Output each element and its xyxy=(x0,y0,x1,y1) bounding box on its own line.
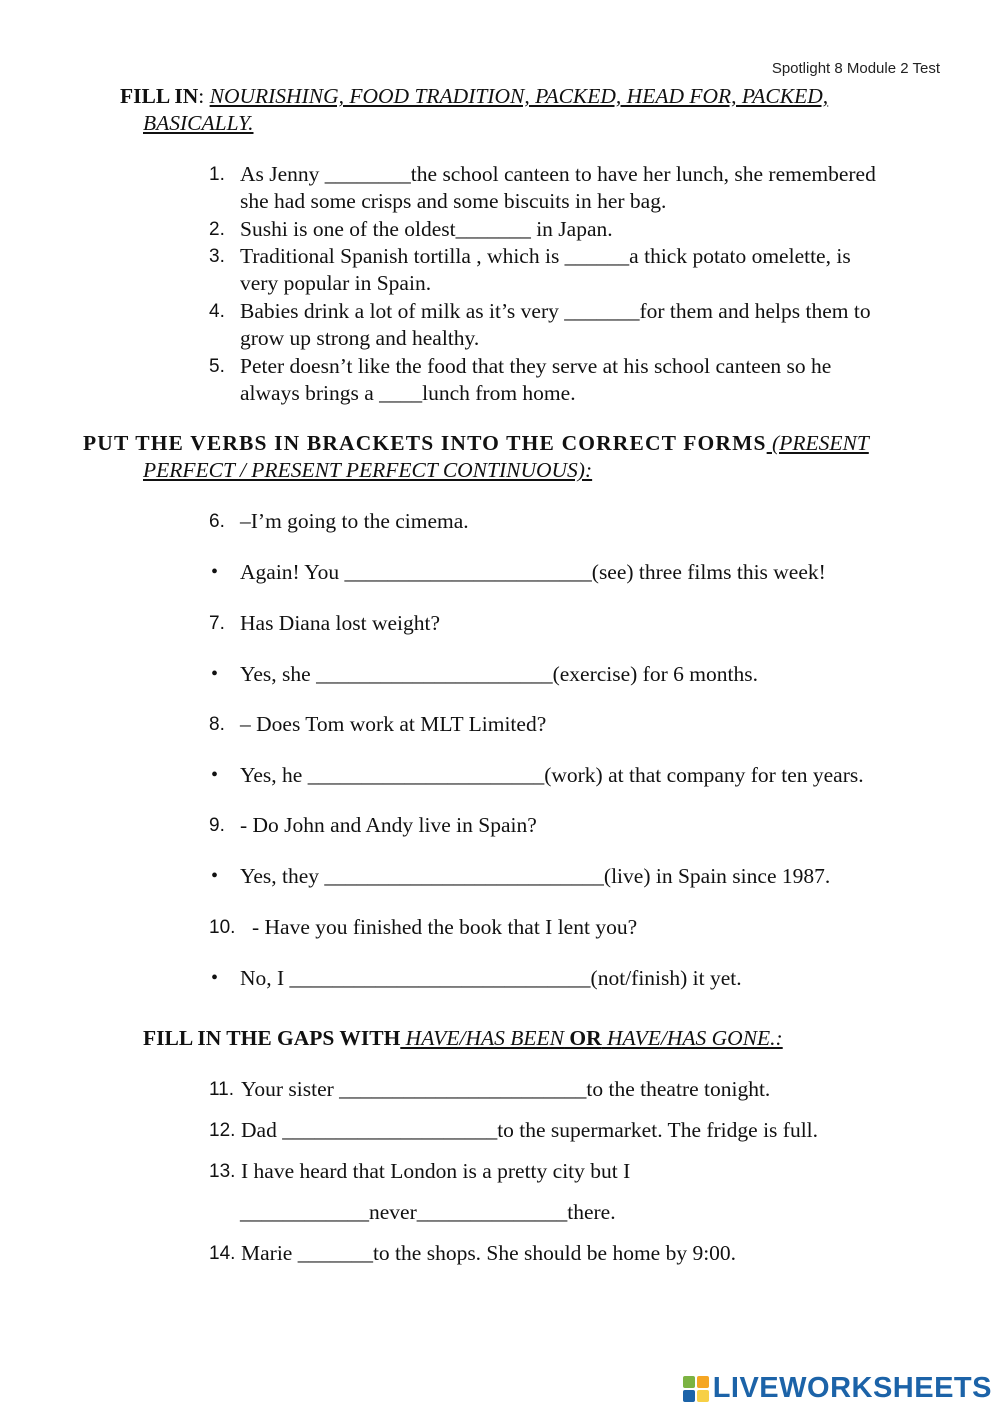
bullet-icon: • xyxy=(211,865,219,887)
section3-title-or: OR xyxy=(564,1026,602,1050)
section2-title-italic-line2: PERFECT / PRESENT PERFECT CONTINUOUS): xyxy=(143,458,593,482)
liveworksheets-wordmark: LIVEWORKSHEETS xyxy=(712,1372,992,1404)
item-text-line2: she had some crisps and some biscuits in her bag. xyxy=(240,189,667,213)
item-question: –I’m going to the cimema. xyxy=(240,509,469,533)
item-text: ____________never______________there. xyxy=(240,1200,616,1224)
section2-title-italic-line1: (PRESENT xyxy=(766,431,869,455)
item-question: - Have you finished the book that I lent you? xyxy=(252,915,638,939)
item-answer: Yes, he ______________________(work) at that company for ten years. xyxy=(240,763,864,787)
item-number: 6. xyxy=(209,511,225,532)
bullet-icon: • xyxy=(211,764,219,786)
item-question: Has Diana lost weight? xyxy=(240,611,441,635)
section3-title-bold: FILL IN THE GAPS WITH xyxy=(143,1026,401,1050)
item-text: Marie _______to the shops. She should be home by 9:00. xyxy=(241,1241,737,1265)
bullet-icon: • xyxy=(211,967,219,989)
item-number: 11. xyxy=(209,1079,235,1100)
section1-wordlist-line2: BASICALLY. xyxy=(143,111,254,135)
section1-wordlist-line1: NOURISHING, FOOD TRADITION, PACKED, HEAD FOR, PACKED, xyxy=(209,84,829,108)
item-number: 7. xyxy=(209,613,225,634)
section3-title-italic-1: HAVE/HAS BEEN xyxy=(400,1026,565,1050)
item-question: – Does Tom work at MLT Limited? xyxy=(240,712,547,736)
item-text-line1: Babies drink a lot of milk as it’s very _______for them and helps them to xyxy=(240,299,871,323)
section1-title xyxy=(120,83,940,137)
item-text: Your sister _______________________to the theatre tonight. xyxy=(241,1077,771,1101)
item-text: Dad ____________________to the supermarket. The fridge is full. xyxy=(241,1118,819,1142)
item-number: 2. xyxy=(209,219,225,240)
item-text-line1: Peter doesn’t like the food that they serve at his school canteen so he xyxy=(240,354,832,378)
section2-title xyxy=(83,430,941,484)
bullet-icon: • xyxy=(211,561,219,583)
item-number: 4. xyxy=(209,301,225,322)
item-text-line1: Sushi is one of the oldest_______ in Japan. xyxy=(240,217,613,241)
item-number: 3. xyxy=(209,246,225,267)
item-text-line2: always brings a ____lunch from home. xyxy=(240,381,576,405)
item-number: 9. xyxy=(209,815,225,836)
item-text-line1: As Jenny ________the school canteen to have her lunch, she remembered xyxy=(240,162,876,186)
item-number: 10. xyxy=(209,917,236,938)
bullet-icon: • xyxy=(211,663,219,685)
item-number: 8. xyxy=(209,714,225,735)
item-answer: Again! You _______________________(see) three films this week! xyxy=(240,560,826,584)
item-text-line2: grow up strong and healthy. xyxy=(240,326,480,350)
item-question: - Do John and Andy live in Spain? xyxy=(240,813,537,837)
item-text: I have heard that London is a pretty city but I xyxy=(241,1159,631,1183)
page-header-label: Spotlight 8 Module 2 Test xyxy=(771,60,940,77)
section3-title-italic-2: HAVE/HAS GONE.: xyxy=(601,1026,783,1050)
liveworksheets-logo-icon xyxy=(683,1376,709,1402)
item-number: 12. xyxy=(209,1120,236,1141)
item-answer: Yes, she ______________________(exercise) for 6 months. xyxy=(240,662,758,686)
item-answer: No, I ____________________________(not/finish) it yet. xyxy=(240,966,742,990)
section2-title-bold: PUT THE VERBS IN BRACKETS INTO THE CORRECT FORMS xyxy=(83,431,767,455)
section1-title-bold: FILL IN xyxy=(120,84,199,108)
item-text-line1: Traditional Spanish tortilla , which is ______a thick potato omelette, is xyxy=(240,244,851,268)
section1-title-colon: : xyxy=(198,84,210,108)
item-number: 13. xyxy=(209,1161,236,1182)
section3-title xyxy=(143,1025,943,1052)
item-number: 1. xyxy=(209,164,225,185)
item-number: 5. xyxy=(209,356,225,377)
item-answer: Yes, they __________________________(live) in Spain since 1987. xyxy=(240,864,831,888)
item-text-line2: very popular in Spain. xyxy=(240,271,432,295)
item-number: 14. xyxy=(209,1243,236,1264)
liveworksheets-branding[interactable] xyxy=(683,1372,992,1405)
